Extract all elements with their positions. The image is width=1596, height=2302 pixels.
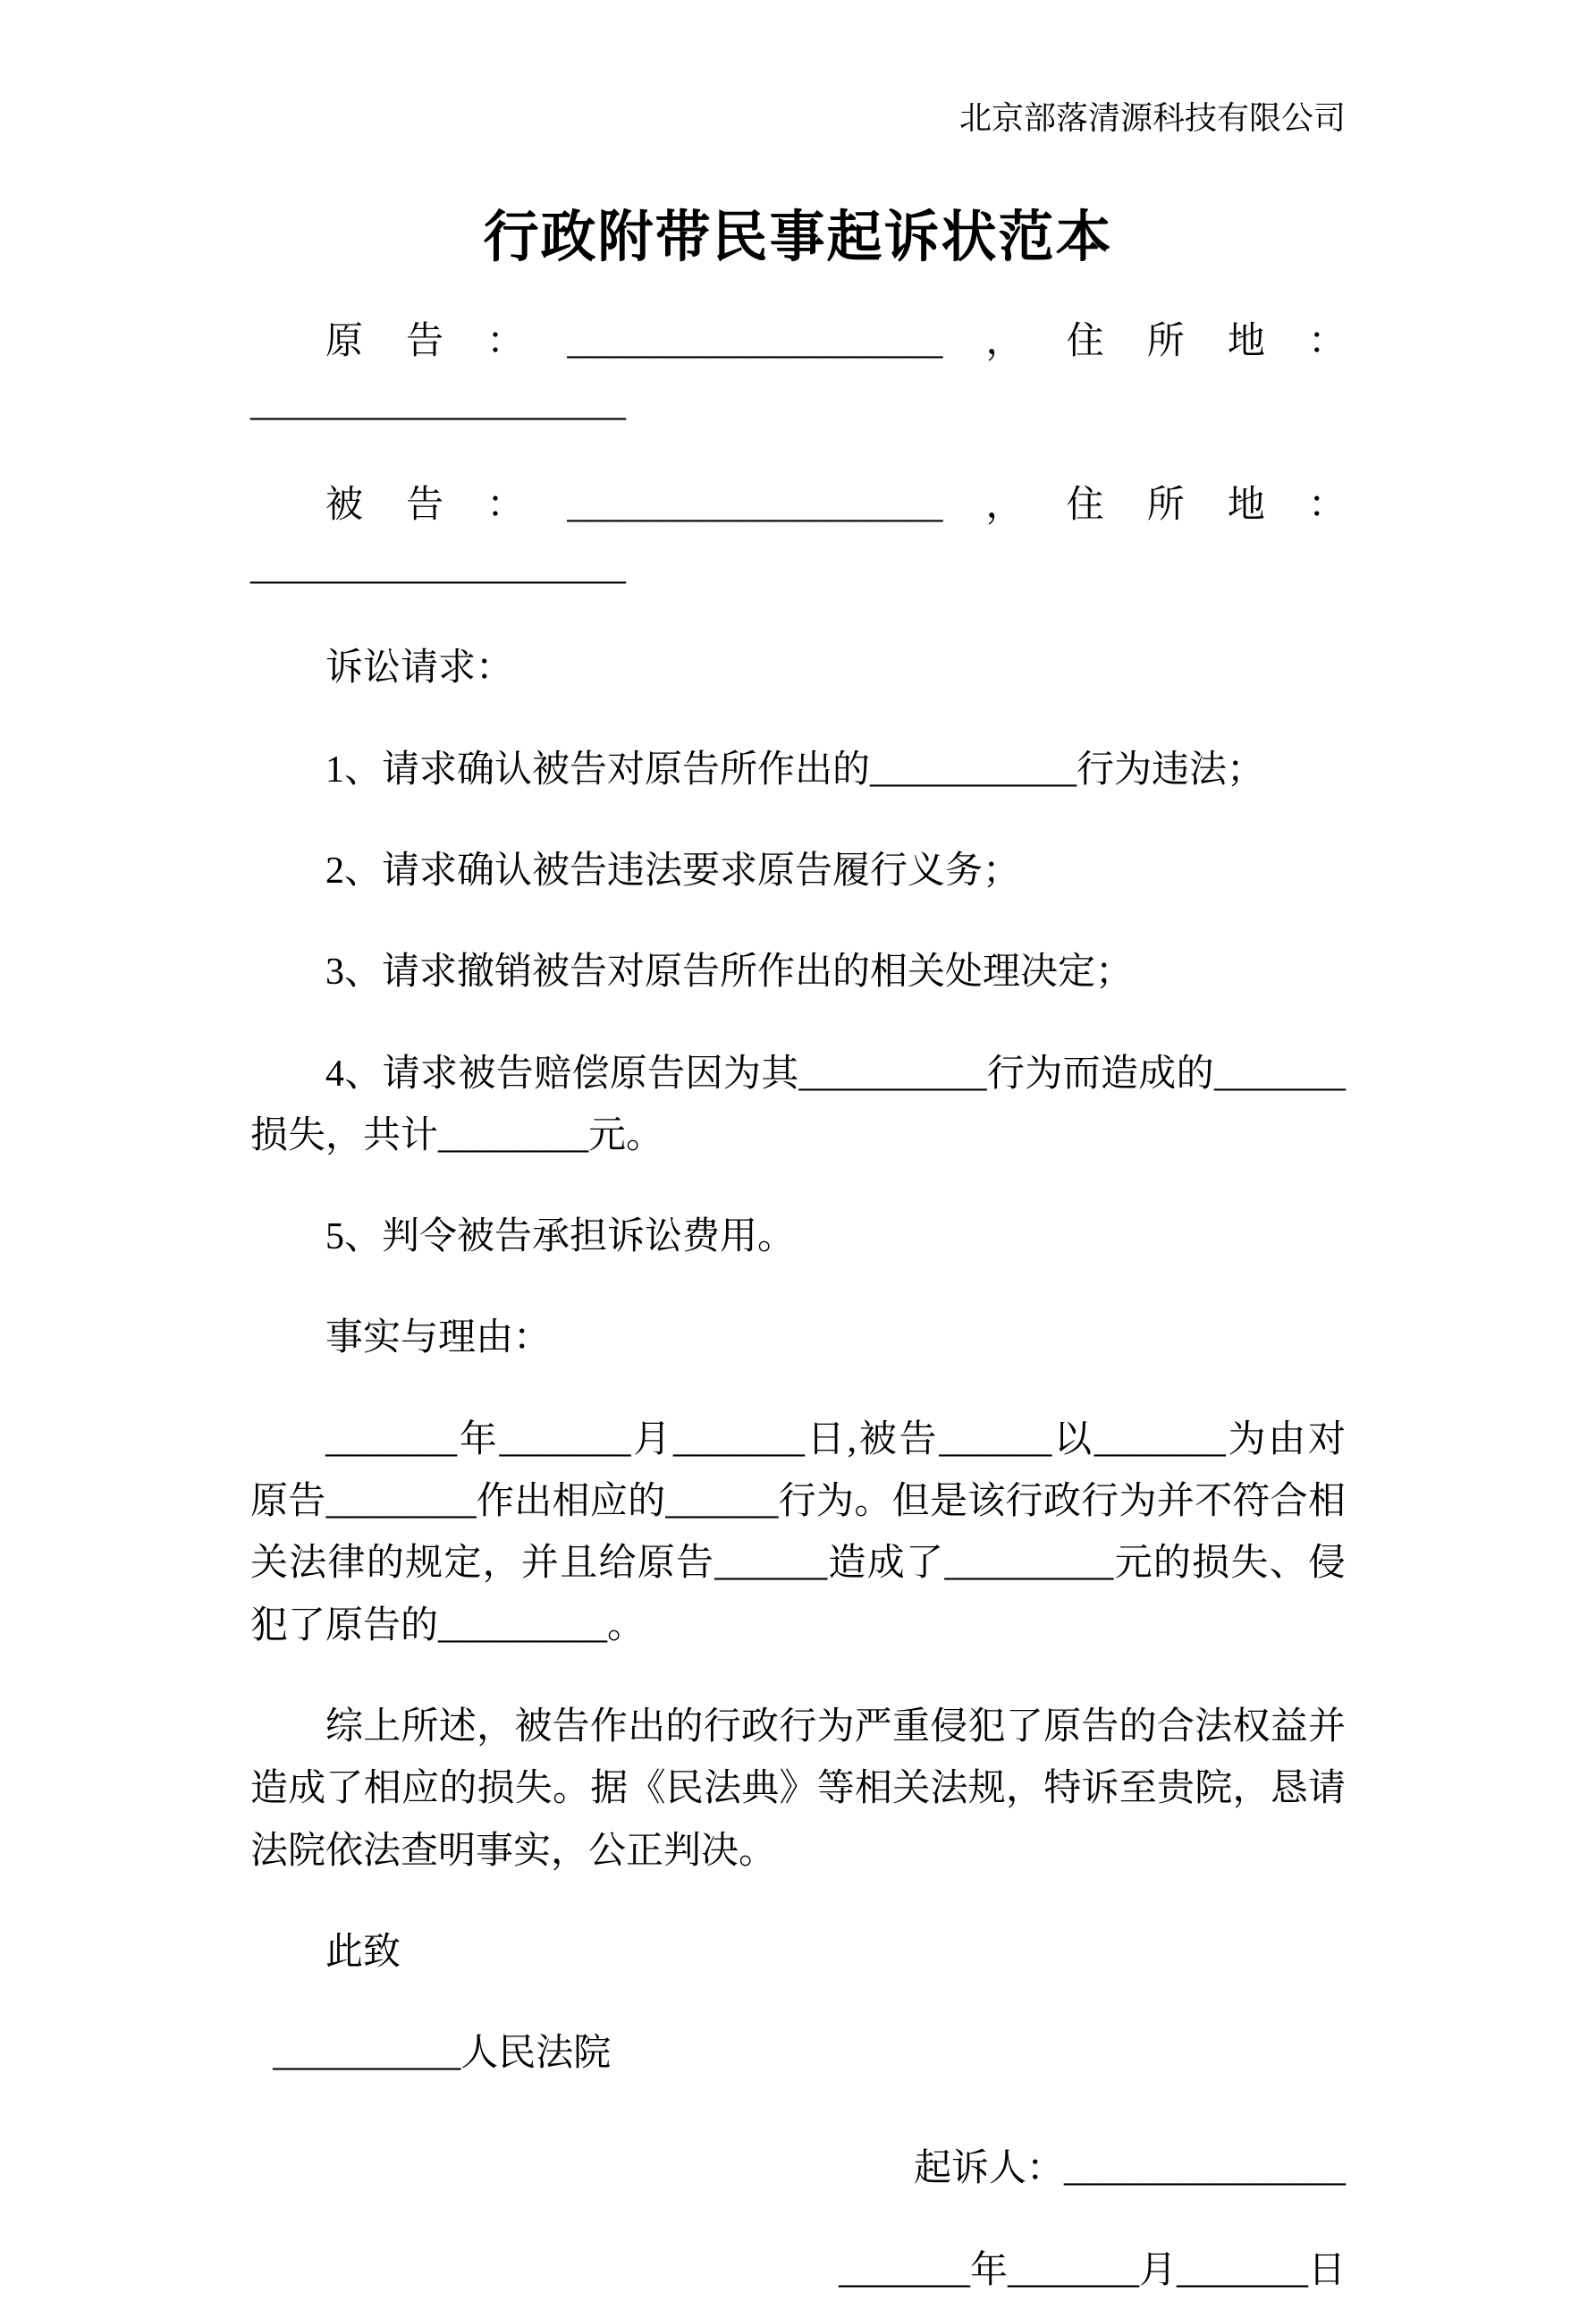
document-body bbox=[250, 311, 1346, 2302]
facts-paragraph: _______年_______月_______日,被告______以_______为由对原告________作出相应的______行为。但是该行政行为并不符合相关法律的规定，并且给原告______造成了_________元的损失、侵犯了原告的_________。 bbox=[250, 1418, 1346, 1646]
defendant-line: 被告：____________________，住所地：____________________ bbox=[250, 484, 1346, 588]
plaintiff-line: 原告：____________________，住所地：____________________ bbox=[250, 321, 1346, 425]
claim-item-3: 3、请求撤销被告对原告所作出的相关处理决定； bbox=[325, 952, 1134, 994]
claims-heading: 诉讼请求： bbox=[325, 647, 514, 690]
claim-item-2: 2、请求确认被告违法要求原告履行义务； bbox=[325, 850, 1021, 892]
conclusion-paragraph: 综上所述，被告作出的行政行为严重侵犯了原告的合法权益并造成了相应的损失。据《民法典》等相关法规，特诉至贵院，恳请法院依法查明事实，公正判决。 bbox=[250, 1705, 1346, 1872]
signer-line: 起诉人：_______________ bbox=[913, 2148, 1346, 2190]
date-line: _______年_______月_______日 bbox=[838, 2249, 1346, 2291]
document-title: 行政附带民事起诉状范本 bbox=[483, 207, 1113, 269]
court-line: __________人民法院 bbox=[273, 2033, 612, 2075]
claim-item-1: 1、请求确认被告对原告所作出的___________行为违法； bbox=[325, 749, 1265, 791]
facts-heading: 事实与理由： bbox=[325, 1317, 552, 1359]
claim-item-5: 5、判令被告承担诉讼费用。 bbox=[325, 1216, 796, 1258]
company-header: 北京部落清源科技有限公司 bbox=[958, 99, 1346, 136]
claim-item-4: 4、请求被告赔偿原告因为其__________行为而造成的_______损失，共计________元。 bbox=[250, 1053, 1346, 1156]
salutation: 此致 bbox=[325, 1931, 401, 1973]
